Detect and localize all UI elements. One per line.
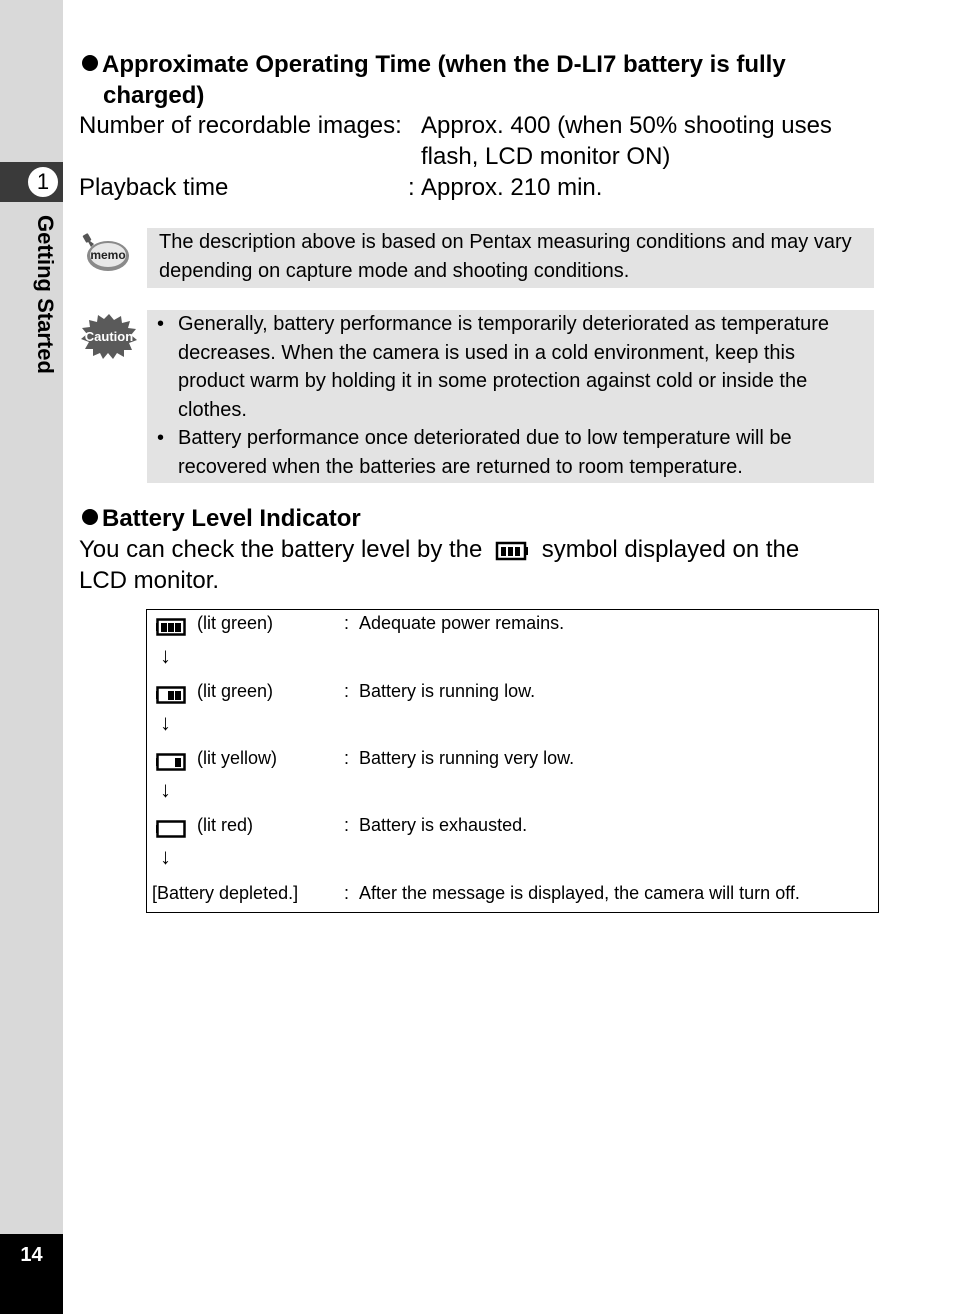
row-colon: :: [344, 681, 350, 701]
battery-level-intro-cont: LCD monitor.: [79, 567, 220, 594]
battery-icon: [495, 539, 529, 561]
svg-text:memo: memo: [90, 248, 126, 262]
playback-label: Playback time: [79, 174, 229, 201]
caution-icon: [80, 312, 138, 365]
memo-icon: [82, 232, 130, 279]
battery-depleted-label: [Battery depleted.]: [152, 883, 299, 903]
battery-color: (lit green): [197, 613, 274, 633]
memo-text: The description above is based on Pentax measuring conditions and may vary depending on capture mode and shooting conditions.: [159, 231, 852, 282]
table-row: [147, 812, 878, 836]
row-colon: :: [344, 748, 350, 768]
chapter-number: 1: [27, 166, 59, 198]
battery-color: (lit red): [197, 815, 254, 835]
battery-two-bars-icon: [156, 685, 188, 705]
down-arrow: ↓: [160, 777, 171, 802]
battery-level-heading: Battery Level Indicator: [82, 503, 361, 534]
battery-level-table: [146, 609, 879, 913]
battery-description: Battery is running very low.: [359, 748, 575, 768]
table-row: [147, 678, 878, 702]
caution-item: • Generally, battery performance is temporarily deteriorated as temperature decreases. When the camera is used in a cold environment, keep this product warm by holding it in some protection against cold or inside the clothes.: [147, 310, 864, 424]
row-colon: :: [344, 815, 350, 835]
caution-list: [147, 310, 864, 481]
table-row: [147, 880, 878, 904]
bullet-icon: [82, 55, 98, 71]
row-colon: :: [344, 883, 350, 903]
caution-item: • Battery performance once deteriorated due to low temperature will be recovered when the batteries are returned to room temperature.: [147, 424, 864, 481]
playback-colon: :: [408, 174, 415, 201]
recordable-value-cont: flash, LCD monitor ON): [421, 143, 671, 170]
battery-level-intro: You can check the battery level by the symbol displayed on the: [79, 536, 800, 563]
battery-one-bar-icon: [156, 752, 188, 772]
chapter-title: Getting Started: [33, 215, 58, 374]
battery-color: (lit yellow): [197, 748, 278, 768]
battery-color: (lit green): [197, 681, 274, 701]
down-arrow: ↓: [160, 710, 171, 735]
playback-value: Approx. 210 min.: [421, 174, 603, 201]
row-colon: :: [344, 613, 350, 633]
battery-description: After the message is displayed, the camera will turn off.: [359, 883, 800, 903]
caution-note: [147, 310, 874, 483]
bullet-icon: [82, 509, 98, 525]
svg-text:Caution: Caution: [84, 329, 134, 344]
battery-description: Adequate power remains.: [359, 613, 565, 633]
operating-time-heading: Approximate Operating Time (when the D-LI7 battery is fully: [82, 49, 786, 80]
down-arrow: ↓: [160, 643, 171, 668]
page-number: 14: [20, 1244, 43, 1266]
battery-empty-icon: [156, 819, 188, 839]
operating-time-heading-cont: charged): [103, 82, 205, 109]
recordable-value: Approx. 400 (when 50% shooting uses: [421, 112, 832, 139]
battery-description: Battery is exhausted.: [359, 815, 528, 835]
battery-description: Battery is running low.: [359, 681, 536, 701]
table-row: [147, 610, 878, 634]
memo-note: [147, 228, 874, 288]
table-row: [147, 745, 878, 769]
battery-full-icon: [156, 617, 188, 637]
down-arrow: ↓: [160, 844, 171, 869]
recordable-label: Number of recordable images:: [79, 112, 402, 139]
